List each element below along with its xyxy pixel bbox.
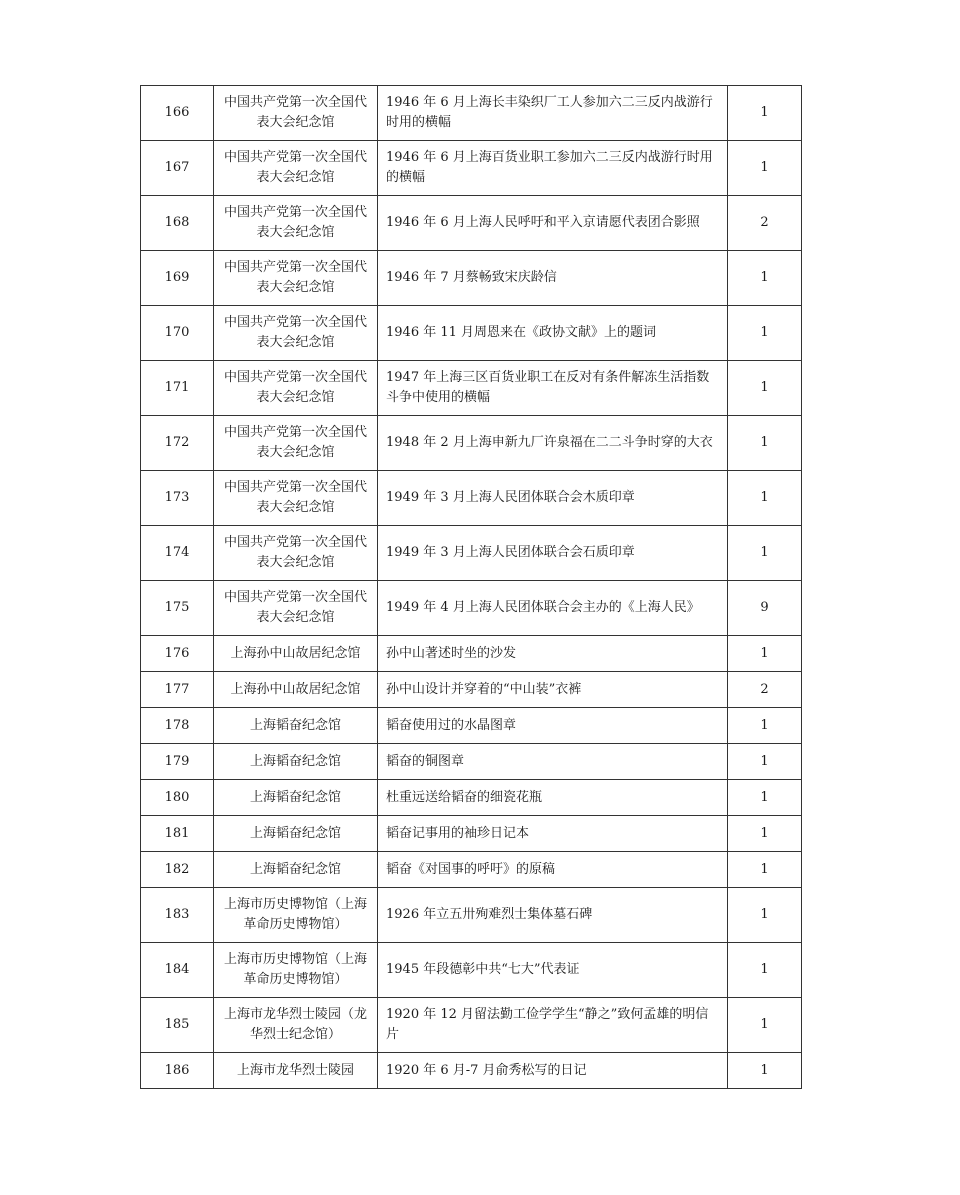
relic-name: 1946 年 6 月上海人民呼吁和平入京请愿代表团合影照 xyxy=(378,196,728,251)
collection-unit: 中国共产党第一次全国代表大会纪念馆 xyxy=(214,141,378,196)
table-row xyxy=(141,361,802,416)
relic-name: 孙中山设计并穿着的“中山装”衣裤 xyxy=(378,672,728,708)
relic-quantity: 1 xyxy=(728,141,802,196)
row-number: 177 xyxy=(141,672,214,708)
relic-name: 1947 年上海三区百货业职工在反对有条件解冻生活指数斗争中使用的横幅 xyxy=(378,361,728,416)
relic-quantity: 1 xyxy=(728,86,802,141)
row-number: 184 xyxy=(141,943,214,998)
table-row xyxy=(141,672,802,708)
row-number: 170 xyxy=(141,306,214,361)
relic-name: 韬奋《对国事的呼吁》的原稿 xyxy=(378,852,728,888)
table-row xyxy=(141,998,802,1053)
relic-name: 1949 年 3 月上海人民团体联合会木质印章 xyxy=(378,471,728,526)
collection-unit: 中国共产党第一次全国代表大会纪念馆 xyxy=(214,471,378,526)
relic-quantity: 1 xyxy=(728,471,802,526)
relic-quantity: 1 xyxy=(728,816,802,852)
table-row xyxy=(141,86,802,141)
table-row xyxy=(141,581,802,636)
relic-name: 韬奋记事用的袖珍日记本 xyxy=(378,816,728,852)
relic-name: 韬奋的铜图章 xyxy=(378,744,728,780)
relic-name: 1926 年立五卅殉难烈士集体墓石碑 xyxy=(378,888,728,943)
collection-unit: 中国共产党第一次全国代表大会纪念馆 xyxy=(214,581,378,636)
collection-unit: 上海孙中山故居纪念馆 xyxy=(214,672,378,708)
relic-quantity: 1 xyxy=(728,744,802,780)
collection-unit: 上海韬奋纪念馆 xyxy=(214,852,378,888)
collection-unit: 中国共产党第一次全国代表大会纪念馆 xyxy=(214,196,378,251)
relics-table-body xyxy=(141,86,802,1089)
row-number: 180 xyxy=(141,780,214,816)
row-number: 175 xyxy=(141,581,214,636)
table-row xyxy=(141,471,802,526)
collection-unit: 上海市历史博物馆（上海革命历史博物馆） xyxy=(214,943,378,998)
table-row xyxy=(141,526,802,581)
table-row xyxy=(141,744,802,780)
table-row xyxy=(141,888,802,943)
relic-quantity: 1 xyxy=(728,1053,802,1089)
relic-name: 1946 年 6 月上海长丰染织厂工人参加六二三反内战游行时用的横幅 xyxy=(378,86,728,141)
relic-name: 韬奋使用过的水晶图章 xyxy=(378,708,728,744)
relic-quantity: 1 xyxy=(728,888,802,943)
collection-unit: 上海韬奋纪念馆 xyxy=(214,780,378,816)
relic-quantity: 2 xyxy=(728,196,802,251)
relic-name: 1946 年 6 月上海百货业职工参加六二三反内战游行时用的横幅 xyxy=(378,141,728,196)
relic-quantity: 1 xyxy=(728,636,802,672)
relic-quantity: 1 xyxy=(728,998,802,1053)
table-row xyxy=(141,196,802,251)
row-number: 186 xyxy=(141,1053,214,1089)
table-row xyxy=(141,251,802,306)
relic-quantity: 1 xyxy=(728,306,802,361)
relic-quantity: 1 xyxy=(728,780,802,816)
relic-name: 1946 年 7 月蔡畅致宋庆龄信 xyxy=(378,251,728,306)
relic-quantity: 1 xyxy=(728,416,802,471)
relic-name: 1945 年段德彰中共“七大”代表证 xyxy=(378,943,728,998)
relics-table xyxy=(140,85,802,1089)
table-row xyxy=(141,306,802,361)
relic-name: 孙中山著述时坐的沙发 xyxy=(378,636,728,672)
relic-name: 1920 年 6 月-7 月俞秀松写的日记 xyxy=(378,1053,728,1089)
row-number: 181 xyxy=(141,816,214,852)
row-number: 179 xyxy=(141,744,214,780)
row-number: 167 xyxy=(141,141,214,196)
relic-quantity: 1 xyxy=(728,251,802,306)
row-number: 173 xyxy=(141,471,214,526)
relic-quantity: 9 xyxy=(728,581,802,636)
relic-quantity: 1 xyxy=(728,943,802,998)
relic-name: 1946 年 11 月周恩来在《政协文献》上的题词 xyxy=(378,306,728,361)
relic-name: 1949 年 4 月上海人民团体联合会主办的《上海人民》 xyxy=(378,581,728,636)
relic-quantity: 1 xyxy=(728,526,802,581)
row-number: 171 xyxy=(141,361,214,416)
row-number: 168 xyxy=(141,196,214,251)
table-row xyxy=(141,636,802,672)
table-row xyxy=(141,708,802,744)
collection-unit: 上海市龙华烈士陵园（龙华烈士纪念馆） xyxy=(214,998,378,1053)
collection-unit: 上海市历史博物馆（上海革命历史博物馆） xyxy=(214,888,378,943)
collection-unit: 中国共产党第一次全国代表大会纪念馆 xyxy=(214,251,378,306)
table-row xyxy=(141,1053,802,1089)
collection-unit: 上海韬奋纪念馆 xyxy=(214,744,378,780)
table-row xyxy=(141,780,802,816)
table-row xyxy=(141,852,802,888)
relic-quantity: 2 xyxy=(728,672,802,708)
collection-unit: 中国共产党第一次全国代表大会纪念馆 xyxy=(214,361,378,416)
collection-unit: 中国共产党第一次全国代表大会纪念馆 xyxy=(214,86,378,141)
relic-name: 1920 年 12 月留法勤工俭学学生“静之”致何孟雄的明信片 xyxy=(378,998,728,1053)
relic-quantity: 1 xyxy=(728,708,802,744)
relic-name: 杜重远送给韬奋的细瓷花瓶 xyxy=(378,780,728,816)
collection-unit: 上海市龙华烈士陵园 xyxy=(214,1053,378,1089)
table-row xyxy=(141,416,802,471)
row-number: 178 xyxy=(141,708,214,744)
table-row xyxy=(141,141,802,196)
row-number: 185 xyxy=(141,998,214,1053)
relic-quantity: 1 xyxy=(728,361,802,416)
collection-unit: 上海韬奋纪念馆 xyxy=(214,708,378,744)
row-number: 182 xyxy=(141,852,214,888)
relic-quantity: 1 xyxy=(728,852,802,888)
collection-unit: 上海韬奋纪念馆 xyxy=(214,816,378,852)
row-number: 174 xyxy=(141,526,214,581)
row-number: 166 xyxy=(141,86,214,141)
collection-unit: 上海孙中山故居纪念馆 xyxy=(214,636,378,672)
collection-unit: 中国共产党第一次全国代表大会纪念馆 xyxy=(214,306,378,361)
row-number: 172 xyxy=(141,416,214,471)
row-number: 183 xyxy=(141,888,214,943)
table-row xyxy=(141,943,802,998)
row-number: 169 xyxy=(141,251,214,306)
collection-unit: 中国共产党第一次全国代表大会纪念馆 xyxy=(214,526,378,581)
table-row xyxy=(141,816,802,852)
collection-unit: 中国共产党第一次全国代表大会纪念馆 xyxy=(214,416,378,471)
row-number: 176 xyxy=(141,636,214,672)
relic-name: 1949 年 3 月上海人民团体联合会石质印章 xyxy=(378,526,728,581)
relic-name: 1948 年 2 月上海申新九厂许泉福在二二斗争时穿的大衣 xyxy=(378,416,728,471)
